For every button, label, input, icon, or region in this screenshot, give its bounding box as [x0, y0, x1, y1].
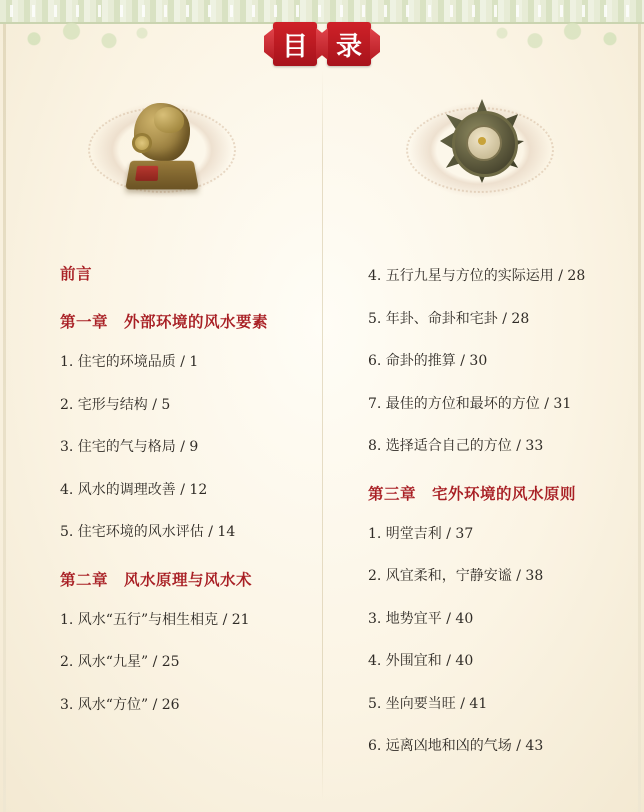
toc-entry[interactable]: 8. 选择适合自己的方位 / 33: [368, 438, 544, 454]
toc-column-left: [60, 262, 310, 739]
toc-entry[interactable]: 3. 地势宜平 / 40: [368, 610, 474, 627]
page-edge-rule-right: [638, 24, 641, 812]
toc-entry[interactable]: 5. 住宅环境的风水评估 / 14: [60, 524, 236, 540]
toc-entry[interactable]: 1. 风水“五行”与相生相克 / 21: [60, 611, 250, 628]
toc-entry[interactable]: 2. 风水“九星” / 25: [60, 654, 180, 670]
toc-column-right: [368, 268, 618, 781]
statue-base: [125, 161, 199, 190]
coin-icon: [132, 133, 152, 153]
toc-entry[interactable]: 1. 明堂吉利 / 37: [368, 525, 474, 542]
toc-entry[interactable]: 4. 外围宜和 / 40: [368, 653, 474, 669]
ornament-left: [82, 95, 242, 205]
toc-entry[interactable]: 5. 年卦、命卦和宅卦 / 28: [368, 310, 530, 327]
page-title-char-1: 目: [273, 22, 317, 66]
page-title: [273, 22, 371, 66]
toc-heading[interactable]: 前言: [60, 264, 93, 283]
toc-entry[interactable]: 1. 住宅的环境品质 / 1: [60, 354, 199, 370]
decorative-corner-right-icon: [490, 16, 640, 54]
toc-entry[interactable]: 2. 风宜柔和，宁静安谧 / 38: [368, 568, 544, 584]
page-title-char-2: 录: [327, 22, 371, 66]
toc-entry[interactable]: 6. 命卦的推算 / 30: [368, 353, 488, 369]
column-divider: [322, 70, 323, 802]
carved-qilin-statue-icon: [128, 103, 196, 195]
toc-entry[interactable]: 7. 最佳的方位和最坏的方位 / 31: [368, 395, 572, 412]
toc-heading[interactable]: 第三章 宅外环境的风水原则: [368, 483, 577, 503]
bagua-compass-icon: [440, 99, 524, 183]
decorative-corner-left-icon: [4, 16, 154, 54]
statue-head: [154, 107, 184, 133]
toc-entry[interactable]: 4. 风水的调理改善 / 12: [60, 481, 208, 498]
bagua-center-dot: [478, 137, 486, 145]
toc-entry[interactable]: 3. 风水“方位” / 26: [60, 696, 180, 713]
toc-entry[interactable]: 6. 远离凶地和凶的气场 / 43: [368, 738, 544, 754]
toc-heading[interactable]: 第一章 外部环境的风水要素: [60, 312, 269, 331]
toc-entry[interactable]: 4. 五行九星与方位的实际运用 / 28: [368, 268, 586, 284]
toc-entry[interactable]: 5. 坐向要当旺 / 41: [368, 695, 488, 712]
page-edge-rule-left: [3, 24, 6, 812]
ornament-right: [400, 95, 560, 205]
toc-entry[interactable]: 2. 宅形与结构 / 5: [60, 396, 171, 413]
toc-heading[interactable]: 第二章 风水原理与风水术: [60, 569, 253, 589]
toc-entry[interactable]: 3. 住宅的气与格局 / 9: [60, 439, 199, 455]
